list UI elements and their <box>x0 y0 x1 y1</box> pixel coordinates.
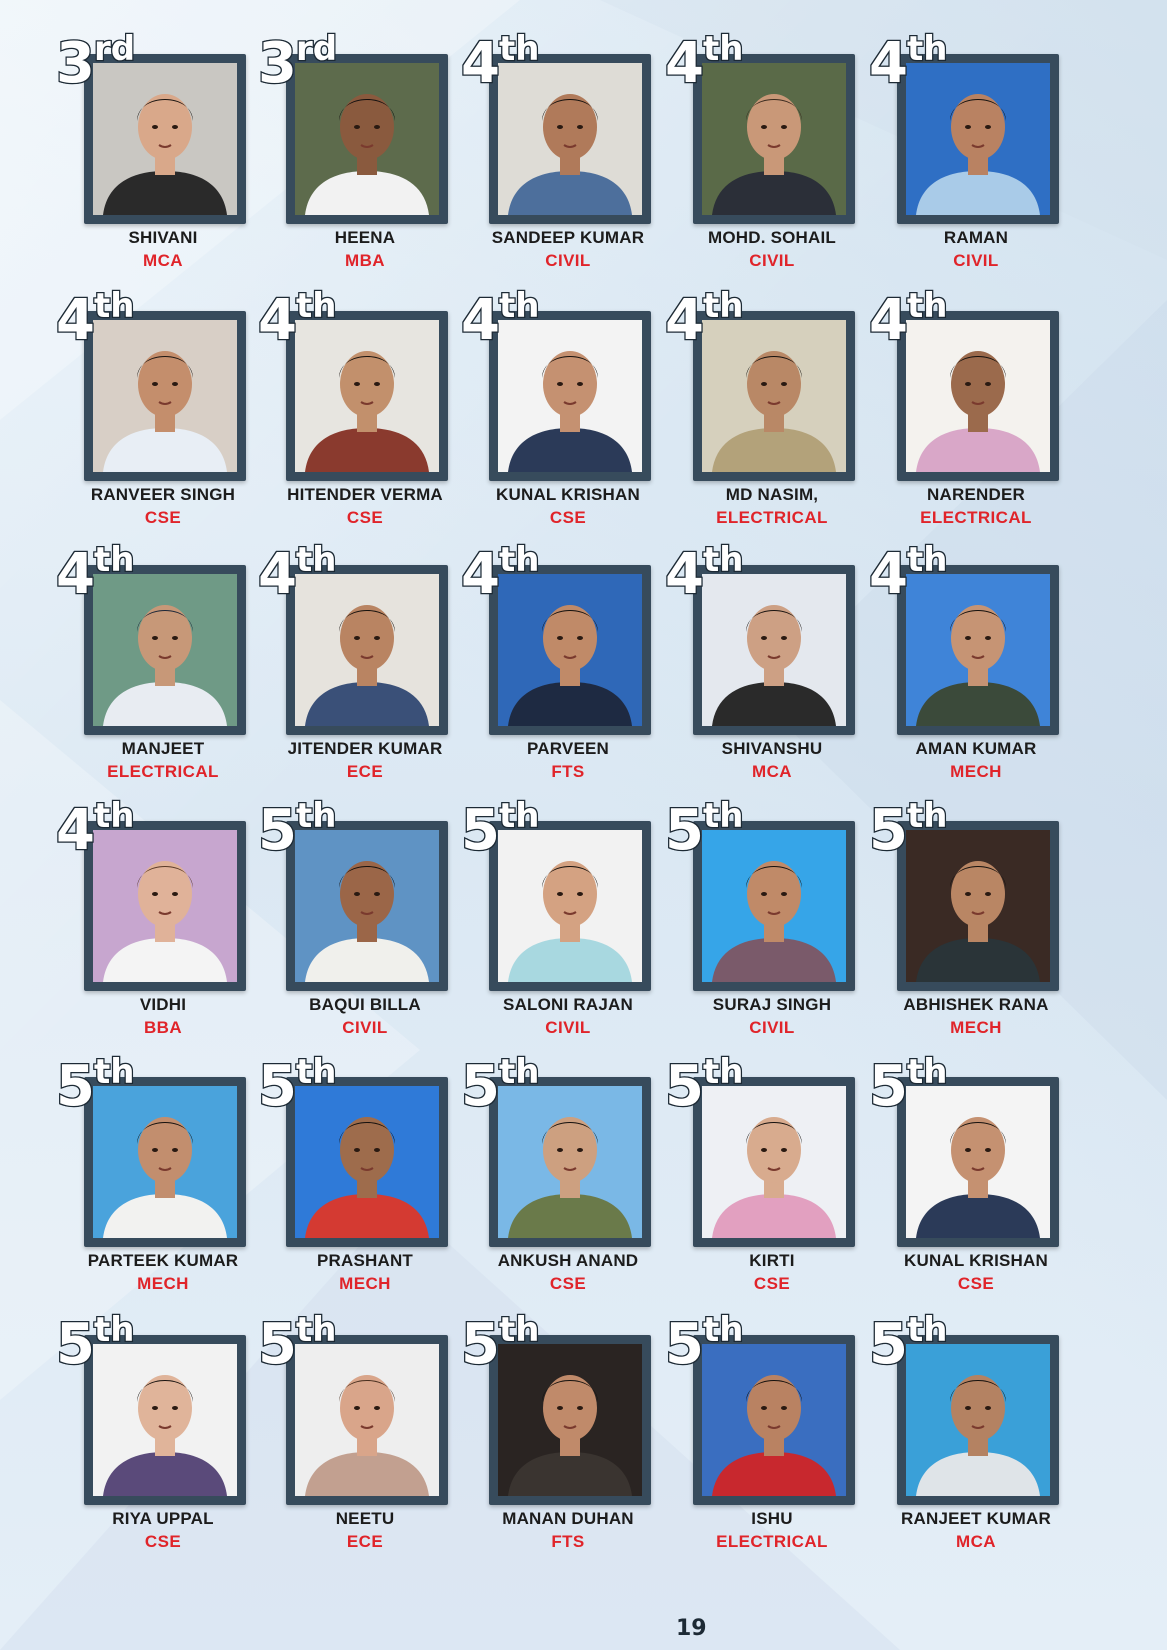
rank-badge <box>869 286 948 353</box>
student-name: ABHISHEK RANA <box>903 995 1049 1014</box>
topper-card <box>461 29 675 282</box>
topper-card <box>461 540 675 793</box>
student-name: SHIVANSHU <box>721 739 823 758</box>
rank-suffix: th <box>702 1310 744 1350</box>
rank-suffix: th <box>906 1310 948 1350</box>
rank-suffix: th <box>295 540 337 580</box>
rank-suffix: th <box>498 796 540 836</box>
topper-card <box>56 1052 270 1305</box>
student-department: ELECTRICAL <box>716 508 828 527</box>
topper-card <box>56 286 270 539</box>
student-department: MBA <box>345 251 385 270</box>
topper-card <box>56 29 270 282</box>
topper-card <box>665 1310 879 1563</box>
rank-number: 4 <box>258 542 295 607</box>
rank-badge <box>56 1310 135 1377</box>
rank-badge <box>258 796 337 863</box>
student-department: CIVIL <box>342 1018 388 1037</box>
rank-number: 3 <box>258 31 295 96</box>
rank-suffix: th <box>906 286 948 326</box>
topper-card <box>461 1052 675 1305</box>
student-name: RANJEET KUMAR <box>901 1509 1051 1528</box>
rank-badge <box>461 540 540 607</box>
rank-suffix: th <box>702 540 744 580</box>
topper-card <box>56 540 270 793</box>
topper-card <box>665 540 879 793</box>
rank-suffix: th <box>498 29 540 69</box>
student-name: PARTEEK KUMAR <box>87 1251 239 1270</box>
rank-number: 4 <box>56 288 93 353</box>
rank-suffix: th <box>702 29 744 69</box>
topper-card <box>869 29 1083 282</box>
topper-card <box>665 286 879 539</box>
topper-card <box>869 286 1083 539</box>
rank-number: 5 <box>665 1312 702 1377</box>
rank-suffix: th <box>702 1052 744 1092</box>
student-department: CSE <box>957 1274 995 1293</box>
student-name: SHIVANI <box>128 228 198 247</box>
topper-card <box>461 286 675 539</box>
rank-number: 5 <box>665 1054 702 1119</box>
rank-suffix: rd <box>93 29 136 69</box>
rank-badge <box>869 1052 948 1119</box>
student-department: BBA <box>143 1018 183 1037</box>
student-department: CIVIL <box>953 251 999 270</box>
rank-badge <box>461 29 540 96</box>
rank-number: 5 <box>258 1054 295 1119</box>
student-name: SANDEEP KUMAR <box>491 228 645 247</box>
student-name: KUNAL KRISHAN <box>904 1251 1048 1270</box>
student-name: HITENDER VERMA <box>287 485 443 504</box>
student-name: RIYA UPPAL <box>112 1509 214 1528</box>
student-department: CSE <box>549 1274 587 1293</box>
student-department: CIVIL <box>545 251 591 270</box>
rank-suffix: th <box>295 796 337 836</box>
rank-suffix: rd <box>295 29 338 69</box>
student-department: MCA <box>752 762 792 781</box>
topper-card <box>869 1310 1083 1563</box>
topper-card <box>258 1052 472 1305</box>
topper-card <box>869 796 1083 1049</box>
rank-number: 5 <box>461 798 498 863</box>
student-department: ELECTRICAL <box>107 762 219 781</box>
rank-badge <box>869 796 948 863</box>
rank-suffix: th <box>498 1052 540 1092</box>
topper-card <box>258 1310 472 1563</box>
topper-card <box>258 796 472 1049</box>
rank-suffix: th <box>295 1052 337 1092</box>
rank-number: 5 <box>869 798 906 863</box>
student-department: MECH <box>137 1274 189 1293</box>
rank-badge <box>258 1310 337 1377</box>
rank-badge <box>258 286 337 353</box>
student-name: RANVEER SINGH <box>90 485 236 504</box>
student-name: HEENA <box>334 228 396 247</box>
rank-suffix: th <box>702 286 744 326</box>
topper-card <box>461 1310 675 1563</box>
rank-badge <box>665 1052 744 1119</box>
rank-number: 5 <box>461 1054 498 1119</box>
topper-card <box>665 796 879 1049</box>
rank-badge <box>258 29 338 96</box>
student-department: CSE <box>549 508 587 527</box>
rank-number: 4 <box>665 31 702 96</box>
rank-suffix: th <box>906 29 948 69</box>
student-name: SURAJ SINGH <box>712 995 832 1014</box>
student-name: ISHU <box>751 1509 793 1528</box>
rank-suffix: th <box>702 796 744 836</box>
student-name: PARVEEN <box>526 739 610 758</box>
rank-number: 4 <box>461 288 498 353</box>
student-department: ELECTRICAL <box>716 1532 828 1551</box>
student-department: ECE <box>346 1532 384 1551</box>
topper-card <box>665 29 879 282</box>
student-department: CSE <box>753 1274 791 1293</box>
student-name: NEETU <box>335 1509 395 1528</box>
student-department: MECH <box>950 762 1002 781</box>
rank-badge <box>56 540 135 607</box>
student-department: MCA <box>956 1532 996 1551</box>
topper-card <box>258 29 472 282</box>
rank-suffix: th <box>498 540 540 580</box>
rank-badge <box>56 1052 135 1119</box>
student-name: KIRTI <box>749 1251 795 1270</box>
topper-card <box>56 1310 270 1563</box>
rank-badge <box>869 29 948 96</box>
student-department: MECH <box>950 1018 1002 1037</box>
rank-number: 5 <box>56 1054 93 1119</box>
student-department: CSE <box>144 1532 182 1551</box>
student-department: CSE <box>144 508 182 527</box>
rank-suffix: th <box>906 796 948 836</box>
topper-card <box>869 1052 1083 1305</box>
topper-card <box>461 796 675 1049</box>
student-name: SALONI RAJAN <box>503 995 633 1014</box>
rank-suffix: th <box>93 1052 135 1092</box>
rank-badge <box>869 540 948 607</box>
rank-badge <box>56 286 135 353</box>
rank-number: 5 <box>258 798 295 863</box>
rank-badge <box>665 796 744 863</box>
rank-suffix: th <box>295 286 337 326</box>
rank-suffix: th <box>295 1310 337 1350</box>
rank-badge <box>461 1310 540 1377</box>
topper-card <box>258 540 472 793</box>
student-department: MECH <box>339 1274 391 1293</box>
student-department: FTS <box>551 762 585 781</box>
rank-badge <box>665 286 744 353</box>
rank-number: 3 <box>56 31 93 96</box>
rank-number: 4 <box>56 542 93 607</box>
page-number: 19 <box>676 1616 707 1641</box>
rank-number: 5 <box>869 1312 906 1377</box>
rank-suffix: th <box>93 796 135 836</box>
rank-suffix: th <box>93 540 135 580</box>
rank-number: 4 <box>461 542 498 607</box>
student-name: MOHD. SOHAIL <box>707 228 836 247</box>
student-name: MD NASIM, <box>725 485 819 504</box>
student-department: ECE <box>346 762 384 781</box>
rank-badge <box>56 796 135 863</box>
rank-number: 4 <box>665 542 702 607</box>
rank-number: 4 <box>258 288 295 353</box>
rank-number: 5 <box>56 1312 93 1377</box>
rank-badge <box>461 286 540 353</box>
student-name: PRASHANT <box>316 1251 414 1270</box>
student-department: CIVIL <box>749 251 795 270</box>
student-department: FTS <box>551 1532 585 1551</box>
student-department: CSE <box>346 508 384 527</box>
rank-number: 4 <box>869 288 906 353</box>
rank-number: 5 <box>869 1054 906 1119</box>
rank-number: 4 <box>665 288 702 353</box>
student-department: CIVIL <box>749 1018 795 1037</box>
rank-suffix: th <box>93 286 135 326</box>
rank-badge <box>665 540 744 607</box>
rank-badge <box>258 1052 337 1119</box>
rank-badge <box>461 1052 540 1119</box>
rank-number: 4 <box>56 798 93 863</box>
rank-suffix: th <box>93 1310 135 1350</box>
student-name: NARENDER <box>927 485 1025 504</box>
student-name: JITENDER KUMAR <box>287 739 443 758</box>
student-name: BAQUI BILLA <box>309 995 421 1014</box>
student-department: CIVIL <box>545 1018 591 1037</box>
student-name: KUNAL KRISHAN <box>496 485 640 504</box>
student-name: ANKUSH ANAND <box>497 1251 639 1270</box>
student-name: VIDHI <box>139 995 187 1014</box>
student-name: MANAN DUHAN <box>502 1509 634 1528</box>
rank-suffix: th <box>906 1052 948 1092</box>
rank-number: 5 <box>461 1312 498 1377</box>
student-department: ELECTRICAL <box>920 508 1032 527</box>
rank-number: 5 <box>665 798 702 863</box>
rank-number: 4 <box>869 542 906 607</box>
topper-card <box>665 1052 879 1305</box>
student-name: AMAN KUMAR <box>915 739 1037 758</box>
rank-badge <box>665 29 744 96</box>
rank-badge <box>665 1310 744 1377</box>
rank-suffix: th <box>498 1310 540 1350</box>
rank-badge <box>869 1310 948 1377</box>
rank-suffix: th <box>498 286 540 326</box>
topper-card <box>258 286 472 539</box>
student-name: MANJEET <box>121 739 205 758</box>
rank-badge <box>56 29 136 96</box>
student-name: RAMAN <box>943 228 1009 247</box>
rank-number: 5 <box>258 1312 295 1377</box>
topper-card <box>56 796 270 1049</box>
rank-suffix: th <box>906 540 948 580</box>
topper-card <box>869 540 1083 793</box>
rank-badge <box>461 796 540 863</box>
student-department: MCA <box>143 251 183 270</box>
rank-badge <box>258 540 337 607</box>
rank-number: 4 <box>869 31 906 96</box>
rank-number: 4 <box>461 31 498 96</box>
